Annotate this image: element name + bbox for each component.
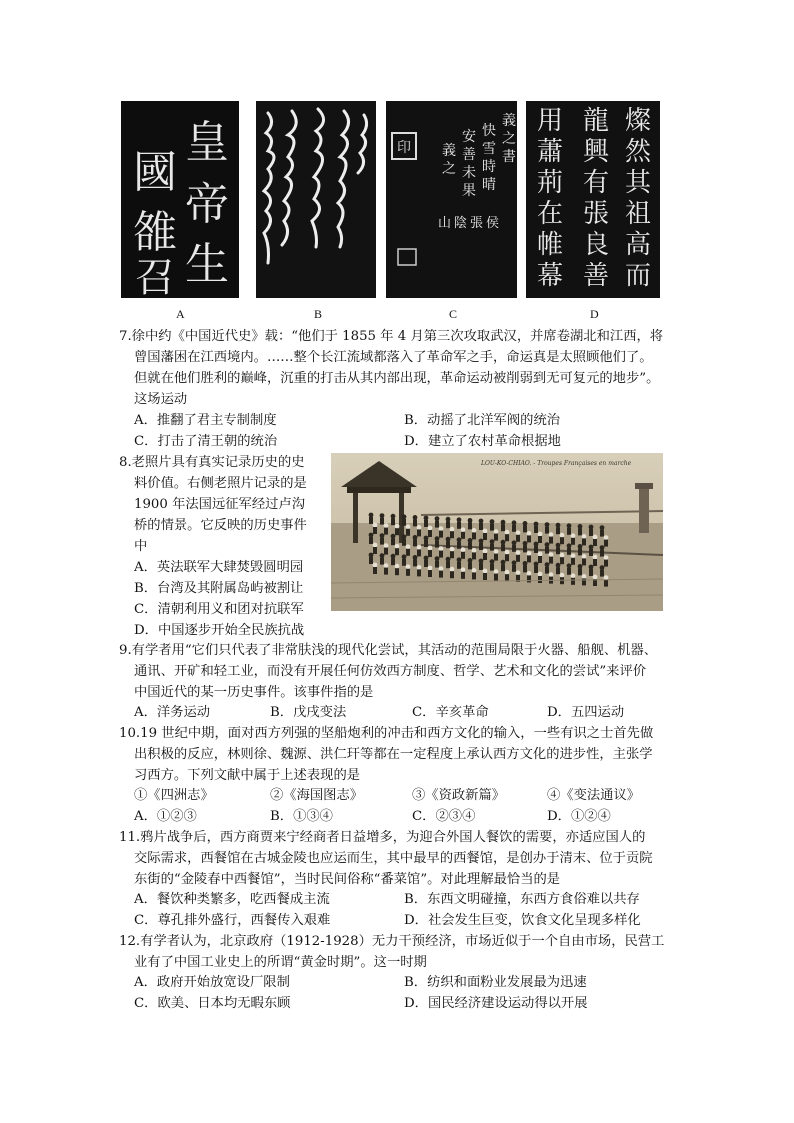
q9-line: 9.有学者用“它们只代表了非常肤浅的现代化尝试，其活动的范围局限于火器、船舰、机器、: [119, 643, 658, 658]
callig-d-char: 用: [536, 106, 564, 136]
callig-d-char: 高: [624, 230, 652, 260]
q11-line: 11.鸦片战争后，西方商贾来宁经商者日益增多，为迎合外国人餐饮的需要，亦适应国人的: [119, 830, 646, 845]
q10-item-4: ④《变法通议》: [547, 788, 641, 803]
q10-line: 10.19 世纪中期，面对西方列强的坚船炮利的冲击和西方文化的输入，一些有识之士首先做: [119, 726, 654, 741]
q9-line: 中国近代的某一历史事件。该事件指的是: [134, 685, 374, 700]
callig-d-char: 興: [582, 137, 610, 167]
callig-c-char: 晴: [482, 177, 496, 193]
q8-option-d[interactable]: D．中国逐步开始全民族抗战: [134, 623, 305, 638]
calligraphy-image-c: [386, 101, 517, 298]
svg-text:果: 果: [462, 183, 476, 199]
callig-a-char: 皇: [185, 117, 229, 168]
q12-option-a[interactable]: A．政府开始放宽设厂限制: [134, 975, 290, 990]
q7-option-c[interactable]: C．打击了清王朝的统治: [134, 434, 278, 449]
calligraphy-label-d: D: [590, 307, 599, 321]
q10-line: 出积极的反应，林则徐、魏源、洪仁玕等都在一定程度上承认西方文化的进步性，主张学: [134, 747, 653, 762]
q7-option-b[interactable]: B．动摇了北洋军阀的统治: [404, 413, 561, 428]
calligraphy-image-d: [526, 101, 660, 298]
callig-c-char: 書: [502, 149, 516, 165]
q7-option-a[interactable]: A．推翻了君主专制制度: [134, 413, 277, 428]
callig-a-char: 召: [135, 255, 175, 298]
callig-d-char: 其: [624, 168, 652, 198]
q9-option-b[interactable]: B．戊戌变法: [270, 705, 347, 720]
calligraphy-image-a: [121, 101, 239, 298]
q9-option-c[interactable]: C．辛亥革命: [412, 705, 489, 720]
callig-d-char: 燦: [624, 106, 652, 136]
q10-option-a[interactable]: A．①②③: [134, 809, 197, 824]
q11-option-b[interactable]: B．东西文明碰撞，东西方食俗难以共存: [404, 892, 640, 907]
q8-option-c[interactable]: C．清朝利用义和团对抗联军: [134, 602, 304, 617]
callig-d-char: 有: [582, 168, 610, 198]
q10-item-2: ②《海国图志》: [270, 788, 364, 803]
svg-text:未: 未: [462, 165, 476, 181]
callig-c-char: 山: [438, 216, 452, 231]
photo-caption: LOU-KO-CHIAO. - Troupes Françaises en marche: [481, 460, 632, 467]
callig-c-char: 陰: [454, 216, 468, 231]
callig-c-char: 快: [482, 123, 496, 139]
callig-d-char: 荊: [536, 168, 564, 198]
q10-item-3: ③《资政新篇》: [412, 788, 506, 803]
callig-a-char: 雒: [133, 207, 177, 258]
calligraphy-label-a: A: [176, 307, 185, 321]
calligraphy-image-b: [256, 101, 376, 298]
q8-line: 1900 年法国远征军经过卢沟: [134, 497, 306, 512]
q10-option-b[interactable]: B．①③④: [270, 809, 333, 824]
question-10-stem: [119, 723, 653, 786]
question-12-stem: [119, 931, 664, 973]
q10-option-c[interactable]: C．②③④: [412, 809, 476, 824]
q12-option-d[interactable]: D．国民经济建设运动得以开展: [404, 996, 588, 1011]
callig-c-char: 張: [470, 216, 484, 231]
callig-c-char: 義: [502, 113, 516, 129]
callig-d-char: 幕: [536, 261, 564, 291]
q7-line: 曾国藩困在江西境内。……整个长江流域都落入了革命军之手，命运真是太照顾他们了。: [134, 350, 653, 365]
callig-d-char: 良: [582, 230, 610, 260]
q10-line: 习西方。下列文献中属于上述表现的是: [134, 768, 361, 783]
q9-option-a[interactable]: A．洋务运动: [134, 705, 211, 720]
q11-option-c[interactable]: C．尊孔排外盛行，西餐传入艰难: [134, 913, 331, 928]
callig-c-char: 雪: [482, 141, 496, 157]
svg-text:之: 之: [442, 161, 456, 177]
callig-d-char: 善: [582, 261, 610, 291]
callig-d-char: 蕭: [536, 137, 564, 167]
q7-line: 但就在他们胜利的巅峰，沉重的打击从其内部出现，革命运动被削弱到无可复元的地步”。: [134, 371, 660, 386]
lugou-bridge-photo: [331, 453, 663, 611]
q12-option-b[interactable]: B．纺织和面粉业发展最为迅速: [404, 975, 587, 990]
q8-line: 8.老照片具有真实记录历史的史: [119, 455, 305, 470]
q8-option-a[interactable]: A．英法联军大肆焚毁圆明园: [134, 560, 304, 575]
callig-d-char: 龍: [582, 106, 610, 136]
q9-option-d[interactable]: D．五四运动: [547, 705, 625, 720]
callig-c-char: 侯: [486, 216, 500, 231]
calligraphy-label-c: C: [449, 307, 458, 321]
q12-line: 业有了中国工业史上的所谓“黄金时期”。这一时期: [134, 955, 427, 970]
q10-option-d[interactable]: D．①②④: [547, 809, 611, 824]
callig-a-char: 帝: [185, 179, 229, 230]
callig-a-char: 生: [185, 239, 229, 290]
q8-line: 中: [134, 539, 148, 554]
callig-c-char: 之: [502, 131, 516, 147]
callig-d-char: 然: [624, 137, 652, 167]
q11-option-d[interactable]: D．社会发生巨变，饮食文化呈现多样化: [404, 913, 641, 928]
callig-d-char: 張: [582, 199, 610, 229]
svg-text:義: 義: [442, 143, 456, 159]
q10-item-1: ①《四洲志》: [134, 788, 214, 803]
question-8-stem: [119, 452, 307, 557]
question-11-stem: [119, 827, 653, 890]
callig-d-char: 祖: [624, 199, 652, 229]
question-9-stem: [119, 640, 657, 703]
calligraphy-label-b: B: [314, 307, 323, 321]
callig-c-char: 時: [482, 159, 496, 175]
q12-option-c[interactable]: C．欧美、日本均无暇东顾: [134, 996, 291, 1011]
q9-line: 通讯、开矿和轻工业，而没有开展任何仿效西方制度、哲学、艺术和文化的尝试”来评价: [134, 664, 647, 679]
q8-line: 料价值。右侧老照片记录的是: [134, 476, 307, 491]
q11-line: 交际需求，西餐馆在古城金陵也应运而生，其中最早的西餐馆，是创办于清末、位于贡院: [134, 851, 653, 866]
svg-text:善: 善: [462, 147, 476, 163]
q8-option-b[interactable]: B．台湾及其附属岛屿被割让: [134, 581, 304, 596]
q7-option-d[interactable]: D．建立了农村革命根据地: [404, 434, 561, 449]
callig-d-char: 帷: [536, 230, 564, 260]
question-7-stem: [119, 326, 663, 410]
q7-line: 这场运动: [134, 392, 188, 407]
callig-d-char: 在: [536, 199, 564, 229]
q8-line: 桥的情景。它反映的历史事件: [134, 518, 307, 533]
q11-line: 东街的“金陵春中西餐馆”，当时民间俗称“番菜馆”。对此理解最恰当的是: [134, 872, 561, 887]
svg-text:印: 印: [397, 140, 411, 156]
q12-line: 12.有学者认为，北京政府（1912-1928）无力干预经济，市场近似于一个自由市场，民营工: [119, 934, 665, 949]
svg-text:安: 安: [462, 129, 476, 145]
callig-d-char: 而: [624, 261, 652, 291]
q11-option-a[interactable]: A．餐饮种类繁多，吃西餐成主流: [134, 892, 330, 907]
q7-line: 7.徐中约《中国近代史》载：“他们于 1855 年 4 月第三次攻取武汉，并席卷湖北和江西，将: [119, 329, 664, 344]
callig-a-char: 國: [133, 147, 177, 198]
